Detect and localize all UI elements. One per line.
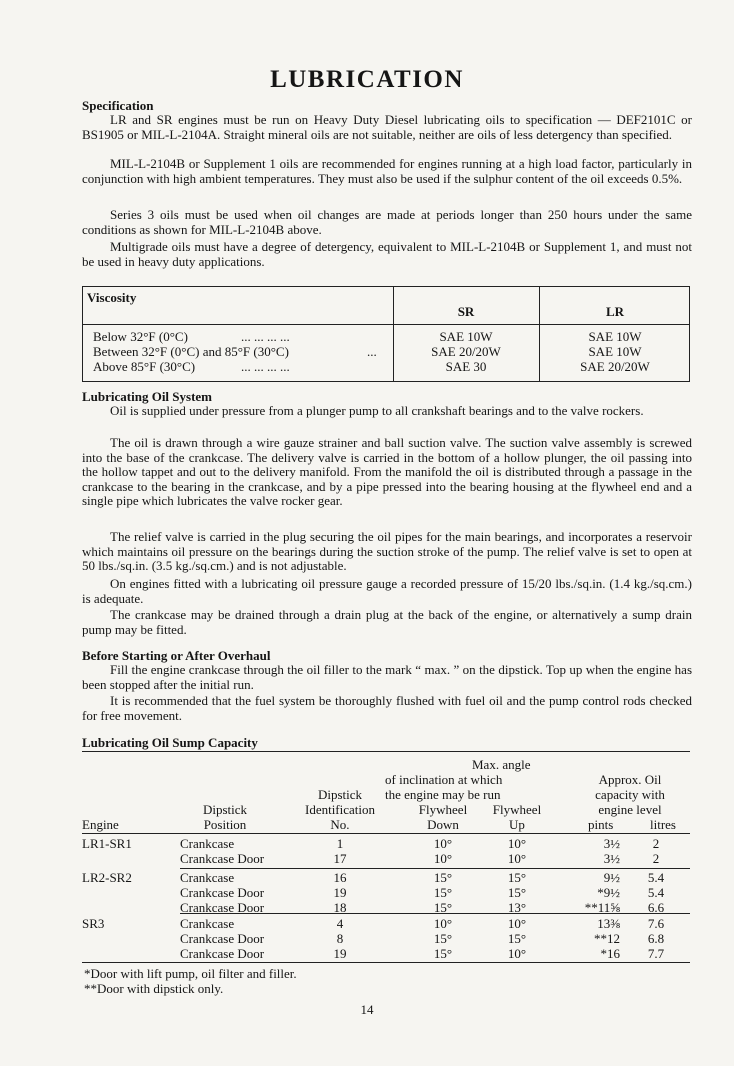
sump-cell-down: 10° [433,851,453,866]
sump-cell-pints: 9½ [603,870,620,885]
sump-cell-up: 10° [507,916,527,931]
sump-cell-id: 17 [333,851,347,866]
specification-heading: Specification [82,98,154,113]
sump-cell-pos: Crankcase Door [180,931,265,946]
sump-cell-up: 15° [507,870,527,885]
sump-cell-pints: *16 [600,946,620,961]
sump-cell-litres: 5.4 [647,870,665,885]
sump-cell-litres: 6.8 [647,931,665,946]
sump-cell-pos: Crankcase Door [180,946,265,961]
sump-cell-up: 13° [507,900,527,915]
sump-bottom-rule [82,962,690,963]
sump-header-pos-2: Position [203,817,247,832]
sump-header-flywheel-up-1: Flywheel [492,802,542,817]
page-title: LUBRICATION [270,66,464,93]
sump-cell-down: 10° [433,916,453,931]
oil-system-paragraph-4: On engines fitted with a lubricating oil pressure gauge a recorded pressure of 15/20 lbs./sq.in. (1.4 kg./sq.cm.) is adequate. [82,576,692,606]
sump-cell-engine: LR2-SR2 [82,870,132,885]
viscosity-row-dots: ... ... ... ... [241,329,290,344]
sump-cell-up: 15° [507,931,527,946]
sump-header-flywheel-down-2: Down [427,817,459,832]
sump-header-angle-1: Max. angle [472,757,531,772]
viscosity-col-sr: SR [457,304,475,319]
viscosity-label: Viscosity [87,290,137,305]
sump-cell-down: 15° [433,900,453,915]
sump-cell-pos: Crankcase [180,870,235,885]
sump-cell-id: 18 [333,900,347,915]
sump-cell-down: 15° [433,885,453,900]
oil-system-paragraph-3: The relief valve is carried in the plug securing the oil pipes for the main bearings, and incorporates a reservoir which maintains oil pressure on the bearings during the suction stroke of the pump. The relief valve is set to open at 50 lbs./sq.in. (3.5 kg./sq.cm.) and is not adjustable. [82,529,692,574]
sump-cell-down: 15° [433,870,453,885]
sump-cell-id: 8 [336,931,344,946]
viscosity-row-dots: ... [367,344,377,359]
spec-paragraph-2: MIL-L-2104B or Supplement 1 oils are recommended for engines running at a high load factor, particularly in conjunction with high ambient temperatures. They must also be used if the sulphur content of the oil exceeds 0.5%. [82,156,692,186]
sump-cell-litres: 2 [652,836,660,851]
sump-header-id-2: Identification [304,802,376,817]
sump-header-id-1: Dipstick [317,787,363,802]
viscosity-row-sr: SAE 10W [439,329,493,344]
sump-cell-litres: 2 [652,851,660,866]
viscosity-row-cond: Between 32°F (0°C) and 85°F (30°C) [93,344,289,359]
sump-cell-litres: 7.6 [647,916,665,931]
sump-cell-pints: 3½ [603,851,620,866]
sump-header-capacity-1: Approx. Oil [598,772,662,787]
viscosity-row-lr: SAE 20/20W [580,359,650,374]
sump-header-pints: pints [588,817,614,832]
viscosity-table [82,286,690,382]
sump-header-angle-3: the engine may be run [385,787,501,802]
sump-capacity-heading: Lubricating Oil Sump Capacity [82,735,258,750]
sump-group-rule [180,868,690,869]
sump-cell-down: 10° [433,836,453,851]
sump-cell-up: 10° [507,851,527,866]
sump-top-rule [82,751,690,752]
sump-cell-pints: *9½ [597,885,620,900]
spec-paragraph-4: Multigrade oils must have a degree of detergency, equivalent to MIL-L-2104B or Supplement 1, and must not be used in heavy duty applications. [82,239,692,269]
sump-cell-pos: Crankcase Door [180,851,265,866]
sump-header-flywheel-down-1: Flywheel [418,802,468,817]
before-starting-paragraph-2: It is recommended that the fuel system be thoroughly flushed with fuel oil and the pump control rods checked for free movement. [82,693,692,723]
sump-cell-up: 10° [507,946,527,961]
sump-cell-litres: 7.7 [647,946,665,961]
sump-cell-pos: Crankcase Door [180,900,265,915]
oil-system-paragraph-5: The crankcase may be drained through a drain plug at the back of the engine, or alternatively a sump drain pump may be fitted. [82,607,692,637]
sump-group-rule [180,913,690,914]
viscosity-row-sr: SAE 20/20W [431,344,501,359]
sump-cell-down: 15° [433,946,453,961]
viscosity-row-sr: SAE 30 [445,359,487,374]
sump-header-litres: litres [650,817,676,832]
sump-header-id-3: No. [330,817,350,832]
footnote-1: *Door with lift pump, oil filter and filler. [84,966,297,981]
sump-header-engine: Engine [82,817,119,832]
page-number: 14 [360,1002,374,1017]
sump-cell-pos: Crankcase Door [180,885,265,900]
sump-cell-pints: **12 [594,931,620,946]
oil-system-heading: Lubricating Oil System [82,389,213,404]
viscosity-row-lr: SAE 10W [588,329,642,344]
before-starting-heading: Before Starting or After Overhaul [82,648,271,663]
viscosity-row-dots: ... ... ... ... [241,359,290,374]
sump-cell-litres: 5.4 [647,885,665,900]
viscosity-row-cond: Above 85°F (30°C) [93,359,196,374]
viscosity-row-lr: SAE 10W [588,344,642,359]
sump-cell-id: 19 [333,885,347,900]
sump-header-pos-1: Dipstick [202,802,248,817]
sump-header-capacity-2: capacity with [595,787,665,802]
before-starting-paragraph-1: Fill the engine crankcase through the oil filler to the mark “ max. ” on the dipstick. Top up when the engine has been stopped after the initial run. [82,662,692,692]
sump-cell-up: 10° [507,836,527,851]
viscosity-row-cond: Below 32°F (0°C) [93,329,188,344]
sump-header-rule [82,833,690,834]
sump-cell-pos: Crankcase [180,836,235,851]
sump-cell-pints: 13⅜ [597,916,620,931]
sump-cell-pints: **11⅝ [584,900,620,915]
footnote-2: **Door with dipstick only. [84,981,224,996]
viscosity-col-lr: LR [605,304,625,319]
spec-paragraph-3: Series 3 oils must be used when oil changes are made at periods longer than 250 hours under the same conditions as shown for MIL-L-2104B above. [82,207,692,237]
sump-cell-litres: 6.6 [647,900,665,915]
sump-cell-down: 15° [433,931,453,946]
sump-cell-up: 15° [507,885,527,900]
spec-paragraph-1: LR and SR engines must be run on Heavy Duty Diesel lubricating oils to specification — DEF2101C or BS1905 or MIL-L-2104A. Straight mineral oils are not suitable, neither are oils of less detergency than specified. [82,112,692,142]
sump-header-angle-2: of inclination at which [385,772,503,787]
oil-system-paragraph-2: The oil is drawn through a wire gauze strainer and ball suction valve. The suction valve assembly is screwed into the base of the crankcase. The delivery valve is carried in the bottom of a hollow plunger, the oil passing into the hollow tappet and out to the delivery manifold. From the manifold the oil is distributed through a passage in the crankcase to the bearing in the crankcase, and by a pipe pressed into the bearing housing at the flywheel end and a single pipe which lubricates the valve rocker gear. [82,435,692,509]
sump-cell-id: 16 [333,870,347,885]
sump-cell-engine: SR3 [82,916,105,931]
sump-cell-engine: LR1-SR1 [82,836,132,851]
sump-cell-id: 19 [333,946,347,961]
sump-header-flywheel-up-2: Up [509,817,525,832]
sump-header-capacity-3: engine level [598,802,662,817]
oil-system-paragraph-1: Oil is supplied under pressure from a plunger pump to all crankshaft bearings and to the valve rockers. [110,403,644,418]
sump-cell-id: 1 [336,836,344,851]
sump-cell-pos: Crankcase [180,916,235,931]
sump-cell-pints: 3½ [603,836,620,851]
sump-cell-id: 4 [336,916,344,931]
